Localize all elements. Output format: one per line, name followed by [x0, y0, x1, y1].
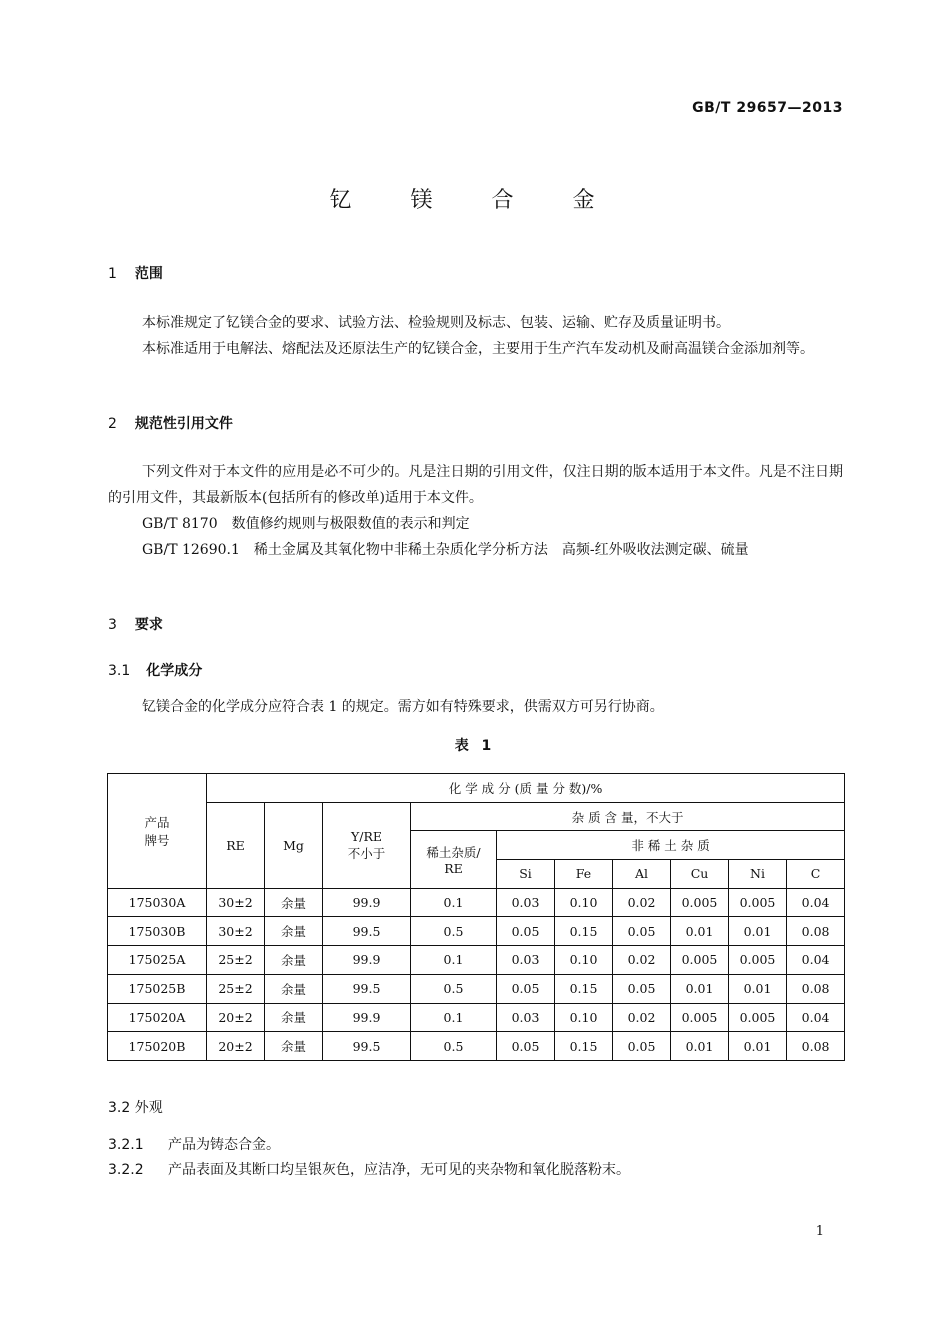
clause-number: 3.2.2: [108, 1162, 144, 1178]
table-cell: 30±2: [207, 888, 265, 917]
section-title: 规范性引用文件: [134, 416, 233, 432]
section-number: 1: [108, 266, 117, 282]
table-cell: 20±2: [207, 1032, 265, 1061]
table-cell: 0.03: [497, 888, 555, 917]
table-cell: 0.5: [411, 1032, 497, 1061]
header-mg: Mg: [265, 802, 323, 888]
table-cell: 0.01: [671, 974, 729, 1003]
table-cell: 0.05: [613, 974, 671, 1003]
table-cell: 0.05: [613, 1032, 671, 1061]
table-cell: 0.1: [411, 888, 497, 917]
table-cell: 0.5: [411, 974, 497, 1003]
table-cell: 余量: [265, 1032, 323, 1061]
section-3-heading: [108, 614, 163, 634]
table-row: [108, 888, 845, 917]
table-cell: 0.15: [555, 917, 613, 946]
table-cell: 余量: [265, 917, 323, 946]
table-cell: 0.01: [671, 917, 729, 946]
table-cell: 余量: [265, 946, 323, 975]
table-cell: 0.08: [787, 917, 845, 946]
table-cell: 0.05: [497, 917, 555, 946]
table-row: [108, 946, 845, 975]
header-non-rare-earth: 非 稀 土 杂 质: [497, 831, 845, 860]
table-caption: 表 1: [454, 738, 496, 754]
section-3-2-heading: 3.2 外观: [108, 1100, 163, 1116]
page-number: 1: [815, 1224, 824, 1239]
table-cell: 0.005: [729, 946, 787, 975]
clause-text: 产品为铸态合金。: [168, 1137, 280, 1153]
standard-code: GB/T 29657—2013: [692, 100, 843, 116]
table-cell: 0.02: [613, 1003, 671, 1032]
table-cell: 0.005: [729, 1003, 787, 1032]
table-cell: 99.9: [323, 946, 411, 975]
table-cell: 0.04: [787, 946, 845, 975]
reference-code: GB/T 8170: [142, 516, 218, 532]
table-cell: 0.1: [411, 946, 497, 975]
section-2-paragraph-1: 下列文件对于本文件的应用是必不可少的。凡是注日期的引用文件，仅注日期的版本适用于本文件。凡是不注日期的引用文件，其最新版本(包括所有的修改单)适用于本文件。: [108, 464, 843, 506]
table-cell: 0.10: [555, 888, 613, 917]
table-cell: 0.04: [787, 888, 845, 917]
table-cell: 0.02: [613, 946, 671, 975]
table-cell: 0.1: [411, 1003, 497, 1032]
table-cell: 175020A: [108, 1003, 207, 1032]
table-cell: 0.10: [555, 946, 613, 975]
table-cell: 0.08: [787, 1032, 845, 1061]
section-1-heading: [108, 263, 163, 283]
section-3-1-paragraph: 钇镁合金的化学成分应符合表 1 的规定。需方如有特殊要求，供需双方可另行协商。: [142, 699, 664, 715]
section-1-paragraph-1: 本标准规定了钇镁合金的要求、试验方法、检验规则及标志、包装、运输、贮存及质量证明书。: [142, 315, 730, 331]
table-cell: 175020B: [108, 1032, 207, 1061]
section-2-heading: [108, 413, 233, 433]
table-cell: 0.02: [613, 888, 671, 917]
table-cell: 25±2: [207, 946, 265, 975]
table-cell: 余量: [265, 888, 323, 917]
header-fe: Fe: [555, 860, 613, 889]
section-title: 范围: [134, 266, 163, 282]
table-cell: 0.01: [729, 917, 787, 946]
header-al: Al: [613, 860, 671, 889]
table-row: [108, 1032, 845, 1061]
table-cell: 99.9: [323, 888, 411, 917]
table-cell: 0.005: [729, 888, 787, 917]
table-cell: 0.10: [555, 1003, 613, 1032]
table-row: [108, 917, 845, 946]
section-number: 3: [108, 617, 117, 633]
table-cell: 99.5: [323, 974, 411, 1003]
header-text: 稀土杂质/: [426, 845, 481, 861]
header-text: 不小于: [347, 845, 386, 861]
table-cell: 99.5: [323, 917, 411, 946]
table-cell: 0.05: [613, 917, 671, 946]
table-cell: 0.005: [671, 888, 729, 917]
table-cell: 0.03: [497, 946, 555, 975]
table-cell: 0.01: [671, 1032, 729, 1061]
header-composition: 化 学 成 分 (质 量 分 数)/%: [207, 774, 845, 803]
header-c: C: [787, 860, 845, 889]
table-cell: 20±2: [207, 1003, 265, 1032]
table-cell: 0.01: [729, 974, 787, 1003]
section-1-paragraph-2: 本标准适用于电解法、熔配法及还原法生产的钇镁合金，主要用于生产汽车发动机及耐高温镁合金添加剂等。: [142, 341, 814, 357]
table-cell: 0.5: [411, 917, 497, 946]
header-text: Y/RE: [351, 828, 382, 844]
table-cell: 25±2: [207, 974, 265, 1003]
header-rare-earth-impurity: [411, 831, 497, 888]
header-text: RE: [444, 861, 463, 877]
table-cell: 0.005: [671, 946, 729, 975]
normative-reference-2: [108, 537, 843, 563]
clause-3-2-1: [108, 1134, 280, 1154]
composition-table: [107, 773, 845, 1061]
table-cell: 0.08: [787, 974, 845, 1003]
table-cell: 0.15: [555, 974, 613, 1003]
header-ni: Ni: [729, 860, 787, 889]
table-cell: 175030B: [108, 917, 207, 946]
reference-title: 数值修约规则与极限数值的表示和判定: [231, 516, 470, 532]
table-cell: 余量: [265, 974, 323, 1003]
table-cell: 0.03: [497, 1003, 555, 1032]
section-number: 2: [108, 416, 117, 432]
table-cell: 175025A: [108, 946, 207, 975]
table-cell: 0.005: [671, 1003, 729, 1032]
table-cell: 30±2: [207, 917, 265, 946]
header-si: Si: [497, 860, 555, 889]
header-cu: Cu: [671, 860, 729, 889]
header-impurity: 杂 质 含 量，不大于: [411, 802, 845, 831]
document-title: 钇 镁 合 金: [329, 188, 621, 213]
table-cell: 99.9: [323, 1003, 411, 1032]
header-re: RE: [207, 802, 265, 888]
clause-text: 产品表面及其断口均呈银灰色，应洁净，无可见的夹杂物和氧化脱落粉末。: [168, 1162, 630, 1178]
section-title: 化学成分: [146, 663, 203, 679]
reference-code: GB/T 12690.1: [142, 542, 240, 558]
clause-3-2-2: [108, 1159, 630, 1179]
section-number: 3.1: [108, 663, 131, 679]
table-cell: 0.01: [729, 1032, 787, 1061]
table-cell: 0.05: [497, 974, 555, 1003]
table-row: [108, 1003, 845, 1032]
normative-reference-1: [142, 511, 470, 537]
header-y-re: [323, 802, 411, 888]
table-cell: 175025B: [108, 974, 207, 1003]
section-3-1-heading: [108, 660, 202, 680]
table-cell: 0.04: [787, 1003, 845, 1032]
table-row: [108, 974, 845, 1003]
table-cell: 99.5: [323, 1032, 411, 1061]
table-cell: 0.05: [497, 1032, 555, 1061]
table-cell: 0.15: [555, 1032, 613, 1061]
header-product-grade: [108, 774, 207, 889]
header-text: 牌号: [144, 832, 170, 848]
table-cell: 余量: [265, 1003, 323, 1032]
header-text: 产品: [144, 814, 170, 830]
reference-title: 稀土金属及其氧化物中非稀土杂质化学分析方法 高频-红外吸收法测定碳、硫量: [253, 542, 749, 558]
table-cell: 175030A: [108, 888, 207, 917]
clause-number: 3.2.1: [108, 1137, 144, 1153]
section-title: 要求: [134, 617, 163, 633]
